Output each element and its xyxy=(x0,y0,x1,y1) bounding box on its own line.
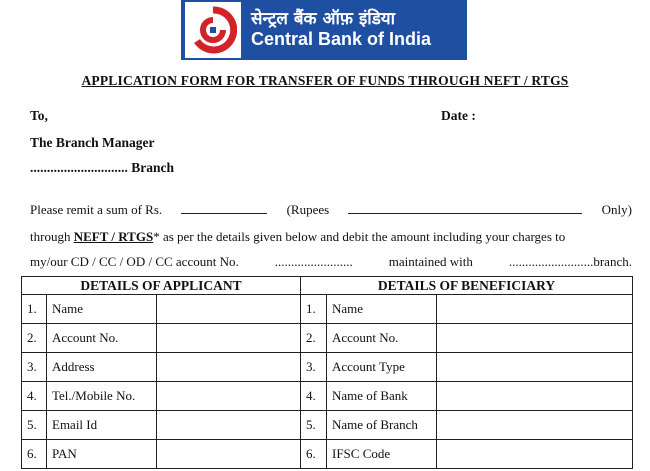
applicant-name-field[interactable] xyxy=(157,295,301,324)
beneficiary-row-number: 1. xyxy=(301,295,327,324)
maintained-text: maintained with xyxy=(388,254,473,269)
beneficiary-row-number: 6. xyxy=(301,440,327,469)
applicant-address-field[interactable] xyxy=(157,353,301,382)
beneficiary-field-label: Account No. xyxy=(327,324,437,353)
applicant-header: DETAILS OF APPLICANT xyxy=(22,277,301,295)
account-text: my/our CD / CC / OD / CC account No. xyxy=(30,254,239,269)
through-text: through xyxy=(30,229,71,244)
branch-dots: ............................. xyxy=(30,160,128,175)
bank-logo xyxy=(181,0,467,60)
details-text: * as per the details given below and debit the amount including your charges to xyxy=(153,229,566,244)
account-dots: ........................ xyxy=(274,254,353,269)
bank-name-hindi: सेन्ट्रल बैंक ऑफ़ इंडिया xyxy=(251,8,396,29)
bank-logo-emblem-icon xyxy=(185,2,241,58)
table-row xyxy=(22,295,633,324)
applicant-row-number: 2. xyxy=(22,324,47,353)
branch-end-text: branch. xyxy=(593,254,632,269)
table-row xyxy=(22,382,633,411)
beneficiary-row-number: 2. xyxy=(301,324,327,353)
bank-name-english: Central Bank of India xyxy=(251,29,432,50)
amount-in-words-blank[interactable] xyxy=(348,202,582,214)
applicant-account-field[interactable] xyxy=(157,324,301,353)
beneficiary-branch-field[interactable] xyxy=(437,411,633,440)
beneficiary-ifsc-field[interactable] xyxy=(437,440,633,469)
form-title: APPLICATION FORM FOR TRANSFER OF FUNDS THROUGH NEFT / RTGS xyxy=(81,73,569,88)
beneficiary-account-type-field[interactable] xyxy=(437,353,633,382)
applicant-field-label: Account No. xyxy=(47,324,157,353)
branch-label: Branch xyxy=(131,160,175,175)
beneficiary-field-label: Name xyxy=(327,295,437,324)
beneficiary-field-label: Name of Bank xyxy=(327,382,437,411)
beneficiary-bank-field[interactable] xyxy=(437,382,633,411)
applicant-row-number: 5. xyxy=(22,411,47,440)
beneficiary-field-label: Name of Branch xyxy=(327,411,437,440)
branch-dots-2: .......................... xyxy=(508,254,594,269)
table-row xyxy=(22,411,633,440)
through-line xyxy=(30,229,632,245)
applicant-field-label: PAN xyxy=(47,440,157,469)
beneficiary-name-field[interactable] xyxy=(437,295,633,324)
beneficiary-field-label: Account Type xyxy=(327,353,437,382)
applicant-row-number: 3. xyxy=(22,353,47,382)
rupees-text: (Rupees xyxy=(286,202,330,217)
remit-text: Please remit a sum of Rs. xyxy=(30,202,163,217)
account-line xyxy=(30,254,632,270)
table-row xyxy=(22,353,633,382)
details-table xyxy=(21,276,633,469)
applicant-field-label: Email Id xyxy=(47,411,157,440)
applicant-phone-field[interactable] xyxy=(157,382,301,411)
beneficiary-row-number: 3. xyxy=(301,353,327,382)
applicant-email-field[interactable] xyxy=(157,411,301,440)
applicant-row-number: 1. xyxy=(22,295,47,324)
date-label: Date : xyxy=(441,108,476,123)
addressee: The Branch Manager xyxy=(30,135,155,150)
to-label: To, xyxy=(30,108,48,123)
applicant-row-number: 4. xyxy=(22,382,47,411)
remit-line xyxy=(30,202,632,218)
table-row xyxy=(22,324,633,353)
beneficiary-row-number: 5. xyxy=(301,411,327,440)
table-row xyxy=(22,440,633,469)
branch-line xyxy=(30,160,174,176)
only-text: Only) xyxy=(601,202,632,217)
applicant-field-label: Name xyxy=(47,295,157,324)
applicant-field-label: Tel./Mobile No. xyxy=(47,382,157,411)
beneficiary-account-field[interactable] xyxy=(437,324,633,353)
neft-rtgs-text: NEFT / RTGS xyxy=(73,229,154,244)
beneficiary-row-number: 4. xyxy=(301,382,327,411)
amount-blank[interactable] xyxy=(181,202,267,214)
beneficiary-header: DETAILS OF BENEFICIARY xyxy=(301,277,633,295)
beneficiary-field-label: IFSC Code xyxy=(327,440,437,469)
applicant-pan-field[interactable] xyxy=(157,440,301,469)
applicant-row-number: 6. xyxy=(22,440,47,469)
applicant-field-label: Address xyxy=(47,353,157,382)
